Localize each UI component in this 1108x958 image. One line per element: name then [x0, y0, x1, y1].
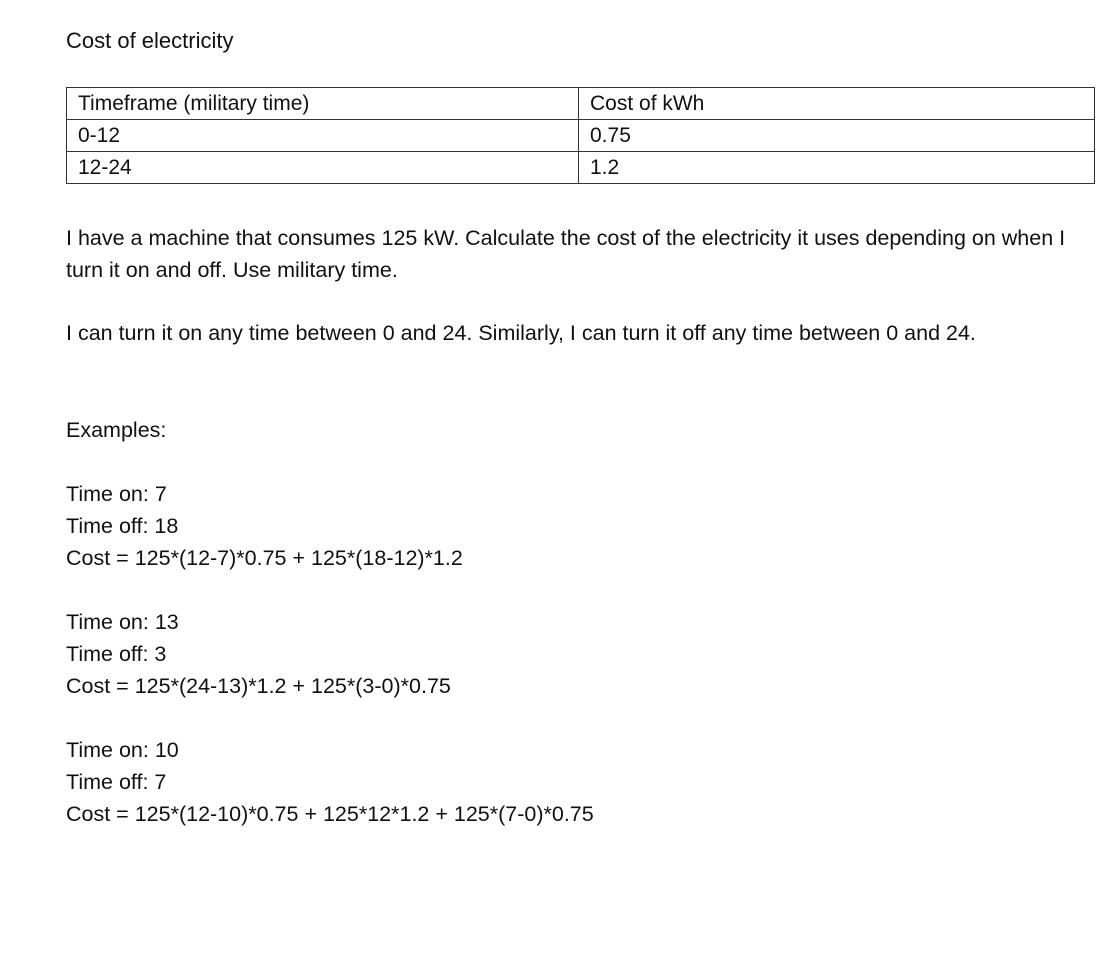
electricity-rate-table — [66, 87, 1095, 184]
examples-heading: Examples: — [66, 418, 167, 442]
table-cell-cost: 0.75 — [579, 120, 1095, 152]
table-cell-cost: 1.2 — [579, 152, 1095, 184]
example-block — [66, 478, 463, 574]
example-time-off: Time off: 7 — [66, 770, 167, 794]
table-header-row — [67, 88, 1095, 120]
example-time-on: Time on: 10 — [66, 738, 179, 762]
example-block — [66, 734, 594, 830]
example-time-off: Time off: 3 — [66, 642, 167, 666]
example-time-on: Time on: 7 — [66, 482, 167, 506]
example-block — [66, 606, 451, 702]
document-title: Cost of electricity — [66, 28, 234, 53]
example-time-on: Time on: 13 — [66, 610, 179, 634]
example-cost-formula: Cost = 125*(24-13)*1.2 + 125*(3-0)*0.75 — [66, 674, 451, 698]
example-time-off: Time off: 18 — [66, 514, 179, 538]
table-header-cost: Cost of kWh — [579, 88, 1095, 120]
problem-statement-paragraph: I have a machine that consumes 125 kW. Calculate the cost of the electricity it uses depending on when I turn it on and off. Use military time. — [66, 226, 1066, 282]
example-cost-formula: Cost = 125*(12-7)*0.75 + 125*(18-12)*1.2 — [66, 546, 463, 570]
table-header-timeframe: Timeframe (military time) — [67, 88, 579, 120]
example-cost-formula: Cost = 125*(12-10)*0.75 + 125*12*1.2 + 125*(7-0)*0.75 — [66, 802, 594, 826]
table-row — [67, 152, 1095, 184]
time-range-paragraph: I can turn it on any time between 0 and 24. Similarly, I can turn it off any time between 0 and 24. — [66, 321, 976, 345]
table-cell-timeframe: 0-12 — [67, 120, 579, 152]
table-cell-timeframe: 12-24 — [67, 152, 579, 184]
table-row — [67, 120, 1095, 152]
